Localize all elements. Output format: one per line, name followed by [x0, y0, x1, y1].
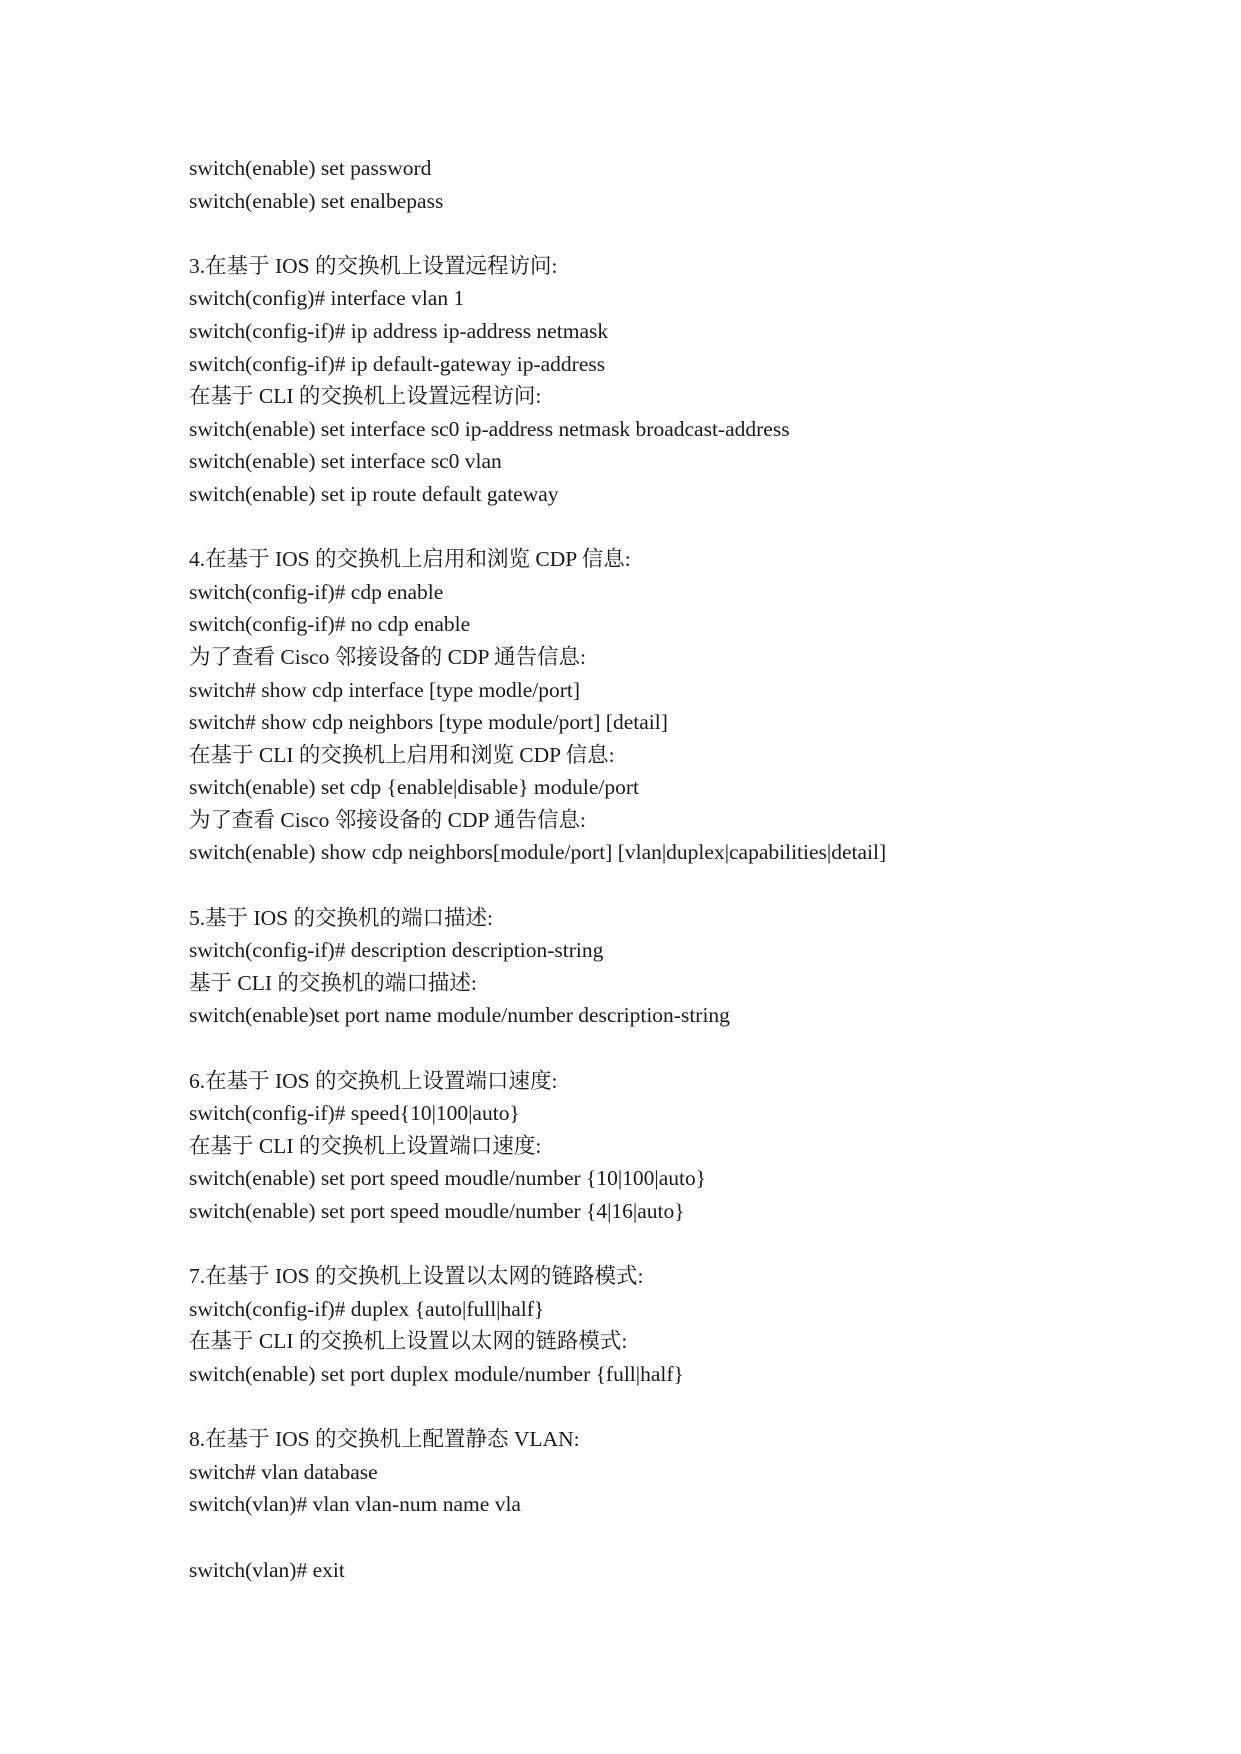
blank-line [189, 217, 1169, 250]
section-heading: 7.在基于 IOS 的交换机上设置以太网的链路模式: [189, 1264, 644, 1289]
text-line: switch(enable) set interface sc0 vlan [189, 449, 502, 474]
text-line: switch(enable) set interface sc0 ip-address netmask broadcast-address [189, 416, 790, 441]
subheading: 为了查看 Cisco 邻接设备的 CDP 通告信息: [189, 644, 586, 669]
blank-line [189, 1032, 1169, 1065]
text-line: switch(enable) set ip route default gateway [189, 481, 559, 506]
section-heading: 3.在基于 IOS 的交换机上设置远程访问: [189, 253, 558, 278]
section-heading: 5.基于 IOS 的交换机的端口描述: [189, 905, 493, 930]
text-line: switch(config-if)# ip address ip-address netmask [189, 318, 609, 343]
subheading: 为了查看 Cisco 邻接设备的 CDP 通告信息: [189, 807, 586, 832]
subheading: 在基于 CLI 的交换机上设置以太网的链路模式: [189, 1329, 628, 1354]
subheading: 在基于 CLI 的交换机上设置端口速度: [189, 1133, 542, 1158]
subheading: 在基于 CLI 的交换机上设置远程访问: [189, 384, 542, 409]
text-line: switch(enable) set port duplex module/number {full|half} [189, 1361, 684, 1386]
subheading: 基于 CLI 的交换机的端口描述: [189, 970, 477, 995]
text-line: switch(enable) set cdp {enable|disable} module/port [189, 775, 640, 800]
section-heading: 4.在基于 IOS 的交换机上启用和浏览 CDP 信息: [189, 547, 631, 572]
text-line: switch(config-if)# cdp enable [189, 579, 444, 604]
text-line: switch(enable) show cdp neighbors[module/port] [vlan|duplex|capabilities|detail] [189, 840, 887, 865]
text-line: switch(config-if)# speed{10|100|auto} [189, 1101, 520, 1126]
text-line: switch(config-if)# ip default-gateway ip-address [189, 351, 606, 376]
text-line: switch(config-if)# no cdp enable [189, 612, 471, 637]
subheading: 在基于 CLI 的交换机上启用和浏览 CDP 信息: [189, 742, 615, 767]
section-heading: 6.在基于 IOS 的交换机上设置端口速度: [189, 1068, 558, 1093]
blank-line [189, 1391, 1169, 1424]
text-line: switch# show cdp interface [type modle/port] [189, 677, 581, 702]
text-line: switch# vlan database [189, 1459, 378, 1484]
text-line: switch(enable)set port name module/number description-string [189, 1003, 730, 1028]
blank-line [189, 869, 1169, 902]
text-line: switch# show cdp neighbors [type module/port] [detail] [189, 710, 668, 735]
text-line: switch(vlan)# exit [189, 1557, 345, 1582]
blank-line [189, 1521, 1169, 1554]
document-body [189, 152, 1169, 1586]
text-line: switch(vlan)# vlan vlan-num name vla [189, 1492, 521, 1517]
text-line: switch(enable) set port speed moudle/number {4|16|auto} [189, 1199, 685, 1223]
blank-line [189, 1228, 1169, 1261]
text-line: switch(config-if)# duplex {auto|full|half} [189, 1296, 545, 1321]
text-line: switch(config)# interface vlan 1 [189, 286, 465, 311]
text-line: switch(config-if)# description description-string [189, 938, 604, 963]
text-line: switch(enable) set password [189, 156, 432, 180]
text-line: switch(enable) set port speed moudle/number {10|100|auto} [189, 1166, 707, 1191]
section-heading: 8.在基于 IOS 的交换机上配置静态 VLAN: [189, 1427, 580, 1452]
blank-line [189, 511, 1169, 544]
text-line: switch(enable) set enalbepass [189, 188, 444, 213]
